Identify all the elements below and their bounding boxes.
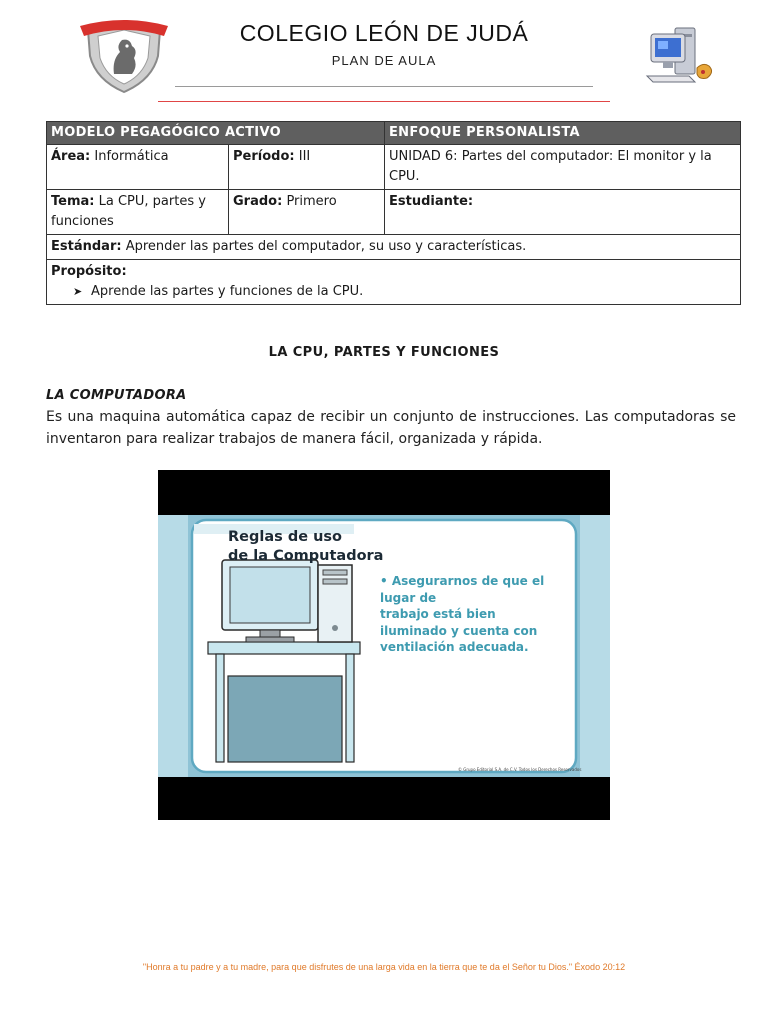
approach-header: ENFOQUE PERSONALISTA (385, 122, 741, 145)
unit-value: Partes del computador: El monitor y la CPU. (389, 149, 712, 184)
area-label: Área: (51, 149, 91, 164)
slide-title-line2: de la Computadora (228, 548, 384, 564)
student-label: Estudiante: (389, 194, 474, 209)
area-cell (47, 145, 229, 190)
lesson-info-table (46, 121, 741, 305)
grade-cell (229, 190, 385, 235)
purpose-item (51, 282, 736, 302)
period-label: Período: (233, 149, 295, 164)
slide-bullet-text (380, 573, 570, 656)
slide-bullet-line: ventilación adecuada. (380, 640, 529, 654)
standard-value: Aprender las partes del computador, su uso y características. (125, 239, 527, 254)
topic-value: La CPU, partes y funciones (51, 194, 206, 229)
area-value: Informática (94, 149, 169, 164)
purpose-cell (47, 260, 741, 305)
slide-title (228, 528, 383, 566)
grade-value: Primero (286, 194, 337, 209)
purpose-item-text: Aprende las partes y funciones de la CPU. (91, 284, 364, 299)
slide-bullet-line: iluminado y cuenta con (380, 623, 538, 638)
period-value: III (298, 149, 311, 164)
computer-clipart-icon (645, 22, 717, 86)
grade-label: Grado: (233, 194, 283, 209)
slide-title-line1: Reglas de uso (228, 529, 342, 545)
period-cell (229, 145, 385, 190)
topic-cell (47, 190, 229, 235)
embedded-video-player[interactable] (158, 470, 610, 820)
intro-paragraph: Es una maquina automática capaz de recibir un conjunto de instrucciones. Las computadoras se inventaron para realizar trabajos de manera fácil, organizada y rápida. (46, 409, 736, 447)
header-red-divider (158, 101, 610, 102)
page-header (0, 0, 768, 110)
slide-bullet-line: • Asegurarnos de que el (380, 574, 545, 588)
unit-label: UNIDAD 6: (389, 149, 458, 164)
pedagogical-model-header: MODELO PEGAGÓGICO ACTIVO (47, 122, 385, 145)
slide-bullet-line: trabajo está bien (380, 607, 496, 621)
plan-title: PLAN DE AULA (331, 53, 437, 68)
section-title: LA CPU, PARTES Y FUNCIONES (268, 345, 500, 360)
student-cell (385, 190, 741, 235)
header-divider (175, 86, 593, 87)
standard-label: Estándar: (51, 239, 122, 254)
footer-quote: "Honra a tu padre y a tu madre, para que disfrutes de una larga vida en la tierra que te da el Señor tu Dios." Éxodo 20:12 (142, 962, 626, 972)
slide-copyright: © Grupo Editorial S.A. de C.V. Todos los Derechos Reservados (458, 767, 582, 772)
purpose-label: Propósito: (51, 264, 127, 279)
slide-bullet-line: lugar de (380, 590, 437, 605)
unit-cell (385, 145, 741, 190)
topic-label: Tema: (51, 194, 95, 209)
subsection-title: LA COMPUTADORA (46, 388, 187, 403)
arrow-bullet-icon: ➤ (73, 285, 83, 298)
standard-cell (47, 235, 741, 260)
school-name: COLEGIO LEÓN DE JUDÁ (239, 20, 529, 46)
